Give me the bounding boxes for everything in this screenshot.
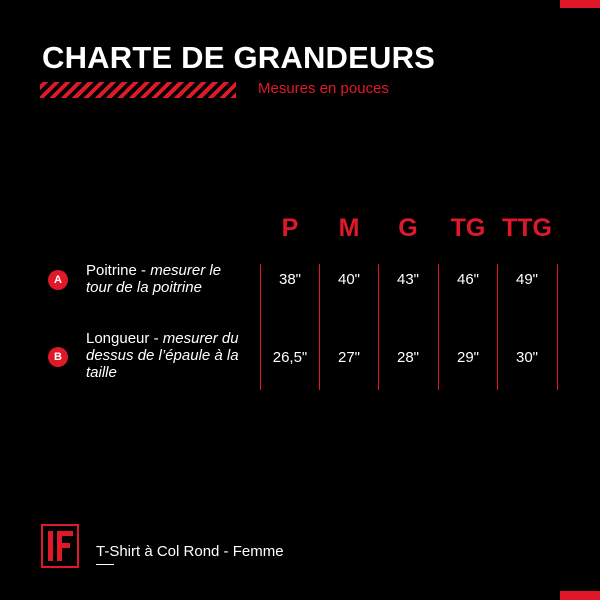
cell-chest-m: 40" bbox=[337, 271, 360, 288]
row-label-length bbox=[86, 330, 246, 381]
size-header-g: G bbox=[398, 214, 418, 242]
measurement-instruction: mesurer le tour de la poitrine bbox=[86, 262, 222, 296]
page-title: CHARTE DE GRANDEURS bbox=[42, 40, 436, 75]
measurement-instruction: mesurer du dessus de l’épaule à la taille bbox=[86, 330, 239, 381]
cell-length-ttg: 30" bbox=[515, 349, 538, 366]
cell-length-m: 27" bbox=[337, 349, 360, 366]
cell-chest-tg: 46" bbox=[456, 271, 479, 288]
corner-bar-top-right bbox=[560, 0, 600, 8]
cell-chest-ttg: 49" bbox=[515, 271, 538, 288]
cell-length-tg: 29" bbox=[456, 349, 479, 366]
label-separator: - bbox=[136, 262, 151, 279]
measurement-name: Poitrine bbox=[86, 262, 137, 279]
units-subtitle: Mesures en pouces bbox=[258, 80, 389, 97]
corner-bar-bottom-right bbox=[560, 591, 600, 600]
size-header-m: M bbox=[338, 214, 360, 242]
column-divider bbox=[557, 264, 558, 390]
size-header-p: P bbox=[281, 214, 299, 242]
hatch-stripe-decoration bbox=[40, 82, 236, 98]
row-badge-a: A bbox=[48, 270, 68, 290]
cell-chest-p: 38" bbox=[278, 271, 301, 288]
product-name: T-Shirt à Col Rond - Femme bbox=[96, 543, 284, 560]
measurement-name: Longueur bbox=[86, 330, 150, 347]
size-header-ttg: TTG bbox=[502, 214, 552, 242]
cell-length-p: 26,5" bbox=[272, 349, 308, 366]
product-underline-accent bbox=[96, 564, 114, 565]
tf-logo-icon bbox=[41, 524, 79, 568]
label-separator: - bbox=[149, 330, 163, 347]
row-badge-b: B bbox=[48, 347, 68, 367]
cell-chest-g: 43" bbox=[396, 271, 419, 288]
cell-length-g: 28" bbox=[396, 349, 419, 366]
row-label-chest bbox=[86, 262, 236, 296]
size-header-tg: TG bbox=[450, 214, 486, 242]
